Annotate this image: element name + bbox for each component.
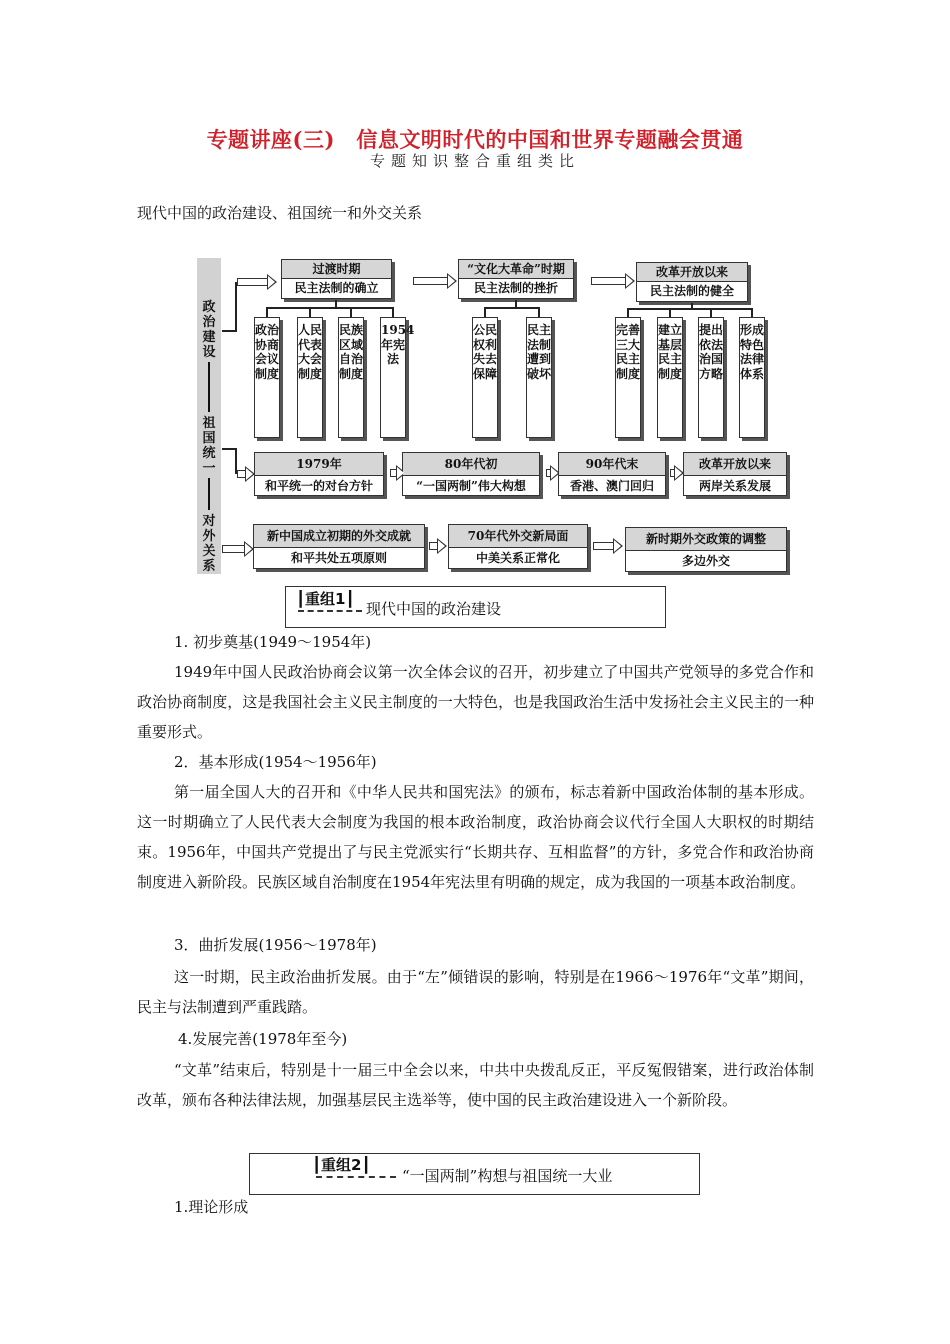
system-box: 建立基层民主制度	[657, 317, 683, 438]
item-heading: 4.发展完善(1978年至今)	[178, 1030, 348, 1048]
unification-box	[402, 452, 540, 496]
side-divider	[208, 362, 210, 412]
side-label-politics: 政治建设	[202, 300, 216, 360]
system-box: 政治协商会议制度	[254, 317, 280, 438]
system-box: 1954年宪法	[380, 317, 406, 438]
arrow-right-icon	[413, 277, 447, 285]
unification-title: 1979年	[255, 453, 383, 476]
arrow-right-icon	[222, 545, 244, 553]
period-desc: 民主法制的挫折	[473, 281, 558, 295]
unification-box	[254, 452, 384, 496]
diplomacy-box	[448, 524, 588, 569]
unification-desc: 两岸关系发展	[698, 479, 771, 493]
period-title: 过渡时期	[282, 260, 391, 279]
unification-desc: 和平统一的对台方针	[264, 479, 373, 493]
diplomacy-title: 新时期外交政策的调整	[626, 528, 786, 551]
diplomacy-title: 新中国成立初期的外交成就	[254, 525, 424, 548]
arrow-right-icon	[591, 277, 625, 285]
side-label-unification: 祖国统一	[202, 416, 216, 476]
item-paragraph: 第一届全国人大的召开和《中华人民共和国宪法》的颁布，标志着新中国政治体制的基本形成。这一时期确立了人民代表大会制度为我国的根本政治制度，政治协商会议代行全国人大职权的时期结束。1956年，中国共产党提出了与民主党派实行“长期共存、互相监督”的方针，多党合作和政治协商制度进入新阶段。民族区域自治制度在1954年宪法里有明确的规定，成为我国的一项基本政治制度。	[137, 783, 814, 891]
section-header-box	[285, 586, 666, 628]
unification-box	[683, 452, 787, 496]
system-box: 完善三大民主制度	[615, 317, 641, 438]
system-box: 公民权利失去保障	[472, 317, 498, 438]
period-box	[281, 259, 392, 299]
arrow-right-icon	[429, 542, 437, 550]
diplomacy-box	[253, 524, 425, 569]
system-box: 提出依法治国方略	[698, 317, 724, 438]
section-title: “一国两制”构想与祖国统一大业	[402, 1167, 613, 1185]
dashed-underline	[316, 1176, 396, 1178]
unification-title: 80年代初	[403, 453, 539, 476]
side-label-diplomacy: 对外关系	[202, 514, 216, 574]
item-paragraph: “文革”结束后，特别是十一届三中全会以来，中共中央拨乱反正，平反冤假错案，进行政治体制改革，颁布各种法律法规，加强基层民主选举等，使中国的民主政治建设进入一个新阶段。	[137, 1061, 814, 1109]
system-box: 民族区域自治制度	[338, 317, 364, 438]
unification-desc: “一国两制”伟大构想	[416, 479, 526, 493]
section-tag: ┃重组2┃	[312, 1156, 371, 1174]
diplomacy-box	[625, 527, 787, 572]
period-desc: 民主法制的确立	[294, 281, 379, 295]
arrow-right-icon	[670, 469, 674, 477]
diplomacy-desc: 多边外交	[681, 554, 730, 568]
arrow-right-icon	[237, 278, 267, 286]
period-box	[636, 262, 748, 302]
page-title: 专题讲座(三) 信息文明时代的中国和世界专题融会贯通	[206, 127, 744, 152]
arrow-right-icon	[546, 469, 550, 477]
item-heading: 1.理论形成	[174, 1198, 249, 1216]
section-title: 现代中国的政治建设	[366, 600, 502, 618]
side-divider	[208, 478, 210, 510]
unification-desc: 香港、澳门回归	[569, 479, 654, 493]
unification-box	[558, 452, 666, 496]
system-box: 人民代表大会制度	[297, 317, 323, 438]
diplomacy-desc: 和平共处五项原则	[290, 551, 387, 565]
dashed-underline	[298, 610, 362, 612]
unification-title: 改革开放以来	[684, 453, 786, 476]
period-title: “文化大革命”时期	[459, 260, 573, 279]
item-paragraph: 1949年中国人民政治协商会议第一次全体会议的召开，初步建立了中国共产党领导的多党合作和政治协商制度，这是我国社会主义民主制度的一大特色，也是我国政治生活中发扬社会主义民主的一种重要形式。	[137, 663, 814, 741]
section-header-box	[249, 1153, 700, 1195]
item-heading: 3．曲折发展(1956～1978年)	[174, 936, 377, 954]
page-subtitle: 专题知识整合重组类比	[369, 152, 580, 170]
period-desc: 民主法制的健全	[649, 284, 734, 298]
arrow-right-icon	[593, 542, 613, 550]
section-tag: ┃重组1┃	[296, 590, 355, 608]
period-title: 改革开放以来	[637, 263, 747, 282]
diplomacy-title: 70年代外交新局面	[449, 525, 587, 548]
unification-title: 90年代末	[559, 453, 665, 476]
intro-text: 现代中国的政治建设、祖国统一和外交关系	[137, 204, 423, 222]
item-heading: 2．基本形成(1954～1956年)	[174, 753, 377, 771]
arrow-right-icon	[237, 470, 245, 478]
system-box: 民主法制遭到破坏	[526, 317, 552, 438]
period-box	[458, 259, 574, 299]
diplomacy-desc: 中美关系正常化	[475, 551, 560, 565]
arrow-right-icon	[390, 469, 396, 477]
system-box: 形成特色法律体系	[739, 317, 765, 438]
item-paragraph: 这一时期，民主政治曲折发展。由于“左”倾错误的影响，特别是在1966～1976年“文革”期间，民主与法制遭到严重践踏。	[137, 968, 814, 1016]
item-heading: 1. 初步奠基(1949～1954年)	[174, 633, 372, 651]
